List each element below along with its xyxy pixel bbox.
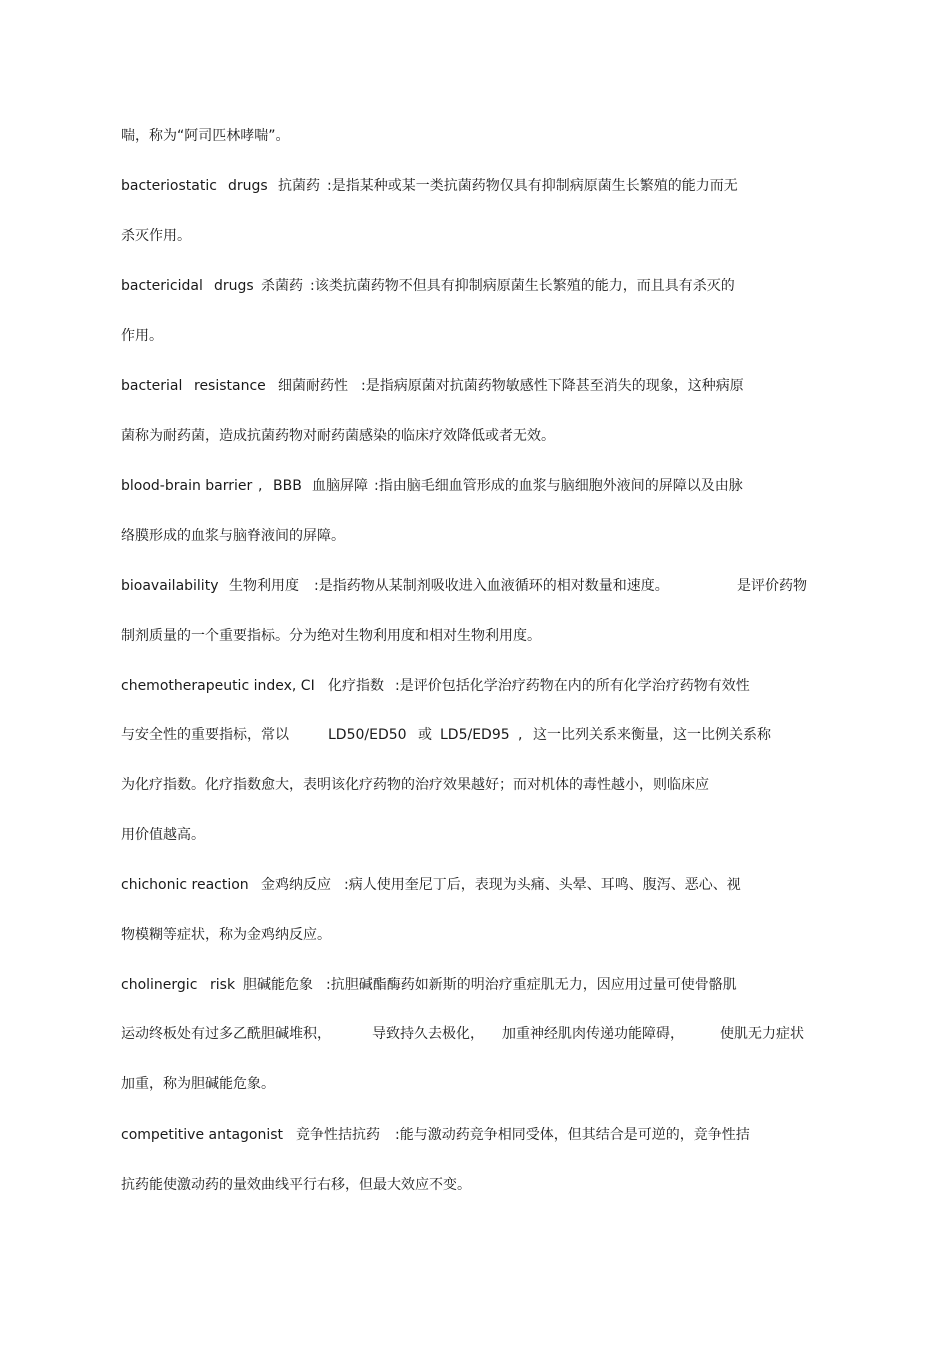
term-chinese: 化疗指数 <box>328 678 384 694</box>
term-definition: :是指药物从某制剂吸收进入血液循环的相对数量和速度。 <box>314 578 669 594</box>
line-text: LD5/ED95 <box>440 727 510 743</box>
term-chinese: 杀菌药 <box>261 278 303 294</box>
term-english: drugs <box>214 278 254 294</box>
text-line <box>121 226 821 246</box>
text-line <box>121 825 821 845</box>
line-text: LD50/ED50 <box>328 727 407 743</box>
line-text: 加重神经肌肉传递功能障碍， <box>502 1026 684 1042</box>
text-line <box>121 526 821 546</box>
term-chinese: 竞争性拮抗药 <box>296 1127 380 1143</box>
term-english: chemotherapeutic index, CI <box>121 678 315 694</box>
line-text: 导致持久去极化， <box>372 1026 484 1042</box>
line-text: 或 <box>418 727 432 743</box>
term-definition: :能与激动药竞争相同受体，但其结合是可逆的，竞争性拮 <box>395 1127 750 1143</box>
text-line <box>121 1074 821 1094</box>
text-line <box>121 1024 821 1044</box>
term-line-bacterial-resistance <box>121 376 821 396</box>
line-text: , <box>518 727 523 743</box>
line-text: 络膜形成的血浆与脑脊液间的屏障。 <box>121 528 345 544</box>
line-text: 菌称为耐药菌，造成抗菌药物对耐药菌感染的临床疗效降低或者无效。 <box>121 428 555 444</box>
term-definition: :该类抗菌药物不但具有抑制病原菌生长繁殖的能力，而且具有杀灭的 <box>310 278 735 294</box>
term-english: chichonic reaction <box>121 877 249 893</box>
line-text: 这一比列关系来衡量，这一比例关系称 <box>533 727 771 743</box>
term-english: bactericidal <box>121 278 203 294</box>
text-line <box>121 925 821 945</box>
term-definition: :是评价包括化学治疗药物在内的所有化学治疗药物有效性 <box>395 678 750 694</box>
text-line <box>121 1175 821 1195</box>
line-text: 用价值越高。 <box>121 827 205 843</box>
line-text: 作用。 <box>121 328 163 344</box>
line-text: 与安全性的重要指标，常以 <box>121 727 289 743</box>
term-line-chemotherapeutic-index <box>121 676 821 696</box>
line-text: 使肌无力症状 <box>720 1026 804 1042</box>
term-definition: :抗胆碱酯酶药如新斯的明治疗重症肌无力，因应用过量可使骨骼肌 <box>326 977 737 993</box>
term-line-blood-brain-barrier <box>121 476 821 496</box>
line-text: 为化疗指数。化疗指数愈大，表明该化疗药物的治疗效果越好；而对机体的毒性越小，则临床应 <box>121 777 709 793</box>
term-definition: :是指病原菌对抗菌药物敏感性下降甚至消失的现象，这种病原 <box>361 378 744 394</box>
term-line-cholinergic-risk <box>121 975 821 995</box>
term-english: risk <box>210 977 236 993</box>
term-line-bioavailability <box>121 576 821 596</box>
term-english: resistance <box>194 378 266 394</box>
term-line-competitive-antagonist <box>121 1125 821 1145</box>
text-line <box>121 626 821 646</box>
term-line-bactericidal <box>121 276 821 296</box>
term-separator: , <box>258 478 263 494</box>
text-line <box>121 426 821 446</box>
term-chinese: 生物利用度 <box>229 578 299 594</box>
line-text: 杀灭作用。 <box>121 228 191 244</box>
term-definition: 是评价药物 <box>737 578 807 594</box>
text-line <box>121 326 821 346</box>
term-english: competitive antagonist <box>121 1127 284 1143</box>
line-text: 加重，称为胆碱能危象。 <box>121 1076 275 1092</box>
term-chinese: 细菌耐药性 <box>278 378 348 394</box>
term-english: blood-brain barrier <box>121 478 253 494</box>
term-english: bacterial <box>121 378 183 394</box>
term-chinese: 抗菌药 <box>278 178 320 194</box>
term-line-chichonic-reaction <box>121 875 821 895</box>
term-english: drugs <box>228 178 268 194</box>
term-abbreviation: BBB <box>273 478 302 494</box>
term-definition: :病人使用奎尼丁后，表现为头痛、头晕、耳鸣、腹泻、恶心、视 <box>344 877 741 893</box>
term-line-bacteriostatic <box>121 176 821 196</box>
term-chinese: 胆碱能危象 <box>243 977 313 993</box>
text-line <box>121 126 821 146</box>
term-definition: :是指某种或某一类抗菌药物仅具有抑制病原菌生长繁殖的能力而无 <box>327 178 738 194</box>
text-line <box>121 725 821 745</box>
line-text: 抗药能使激动药的量效曲线平行右移，但最大效应不变。 <box>121 1177 471 1193</box>
text-line <box>121 775 821 795</box>
term-english: bacteriostatic <box>121 178 217 194</box>
term-definition: :指由脑毛细血管形成的血浆与脑细胞外液间的屏障以及由脉 <box>374 478 743 494</box>
line-text: 喘，称为“阿司匹林哮喘”。 <box>121 128 290 144</box>
line-text: 制剂质量的一个重要指标。分为绝对生物利用度和相对生物利用度。 <box>121 628 541 644</box>
term-english: cholinergic <box>121 977 198 993</box>
term-chinese: 血脑屏障 <box>312 478 368 494</box>
term-chinese: 金鸡纳反应 <box>261 877 331 893</box>
line-text: 运动终板处有过多乙酰胆碱堆积， <box>121 1026 331 1042</box>
line-text: 物模糊等症状，称为金鸡纳反应。 <box>121 927 331 943</box>
term-english: bioavailability <box>121 578 219 594</box>
